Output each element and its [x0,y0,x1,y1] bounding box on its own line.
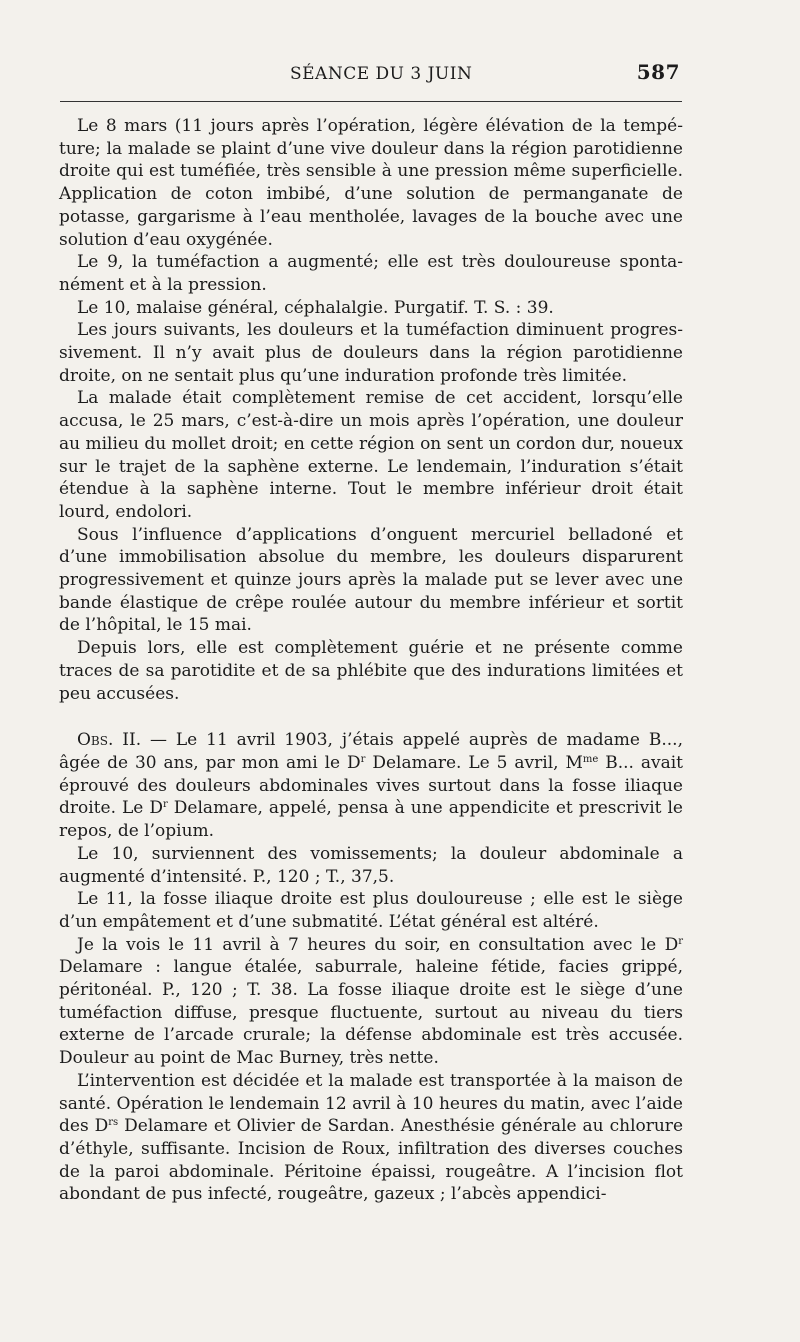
paragraph: Les jours suivants, les douleurs et la tuméfaction diminuent progressivement. Il n’y avait plus de douleurs dans la région parotidienne droite, on ne sentait plus qu’une induration profonde très limitée. [59,320,683,386]
header-rule [60,101,682,102]
text-run: Delamare : langue étalée, saburrale, haleine fétide, facies grippé, péritonéal. P., 120 ; T. 38. La fosse iliaque droite est le siège d’une tuméfaction diffuse, presque fluctuente, surtout au niveau du tiers externe de l’arcade crurale; la défense abdominale est très accusée. Douleur au point de Mac Burney, très nette. [59,957,683,1069]
paragraph: Le 8 mars (11 jours après l’opération, légère élévation de la tempéture; la malade se plaint d’une vive douleur dans la région parotidienne droite qui est tuméfiée, très sensible à une pression même superficielle. Application de coton imbibé, d’une solution de permanganate de potasse, gargarisme à l’eau mentholée, lavages de la bouche avec une solution d’eau oxygénée. [59,116,683,250]
paragraph: Le 10, surviennent des vomissements; la douleur abdominale a augmenté d’intensité. P., 120 ; T., 37,5. [59,843,683,887]
section-gap [59,705,683,729]
paragraph: Le 10, malaise général, céphalalgie. Purgatif. T. S. : 39. [77,297,554,318]
running-title: SÉANCE DU 3 JUIN [290,64,473,84]
superscript: r [360,753,366,765]
superscript: me [582,753,599,765]
text-run: Delamare et Olivier de Sardan. Anesthésie générale au chlorure d’éthyle, suffisante. Incision de Roux, infiltration des diverses couches de la paroi abdominale. Péritoine épaissi, rougeâtre. A l’incision flot abondant de pus infecté, rougeâtre, gazeux ; l’abcès appendici- [59,1116,683,1205]
text-run: Je la vois le 11 avril à 7 heures du soir, en consultation avec le D [77,934,679,955]
paragraph [59,934,683,1070]
paragraph: Le 9, la tuméfaction a augmenté; elle est très douloureuse spontanément et à la pression. [59,252,683,295]
paragraph: Depuis lors, elle est complètement guérie et ne présente comme traces de sa parotidite et de sa phlébite que des indurations limitées et peu accusées. [59,638,683,704]
superscript: r [678,935,683,947]
observation-paragraph [59,729,683,843]
observation-label: Obs. II. [77,730,142,751]
main-text [59,115,683,1206]
superscript: rs [108,1117,119,1129]
text-run: — Le 11 avril 1903, j’étais appelé auprès de madame B..., âgée de 30 ans, par mon ami le D [59,730,683,773]
text-run: L’intervention est décidée et la malade est transportée à la maison de santé. Opération le lendemain 12 avril à 10 heures du matin, avec l’aide des D [59,1070,683,1137]
paragraph: Sous l’influence d’applications d’onguent mercuriel belladoné et d’une immobilisation absolue du membre, les douleurs disparurent progressivement et quinze jours après la malade put se lever avec une bande élastique de crêpe roulée autour du membre inférieur et sortit de l’hôpital, le 15 mai. [59,524,683,636]
paragraph: Le 11, la fosse iliaque droite est plus douloureuse ; elle est le siège d’un empâtement et d’une submatité. L’état général est altéré. [59,889,683,932]
running-header [60,60,680,90]
paragraph [59,1070,683,1206]
text-run: B... avait éprouvé des douleurs abdominales vives surtout dans la fosse iliaque droite. Le D [59,752,683,819]
superscript: r [163,799,168,811]
text-run: Delamare, appelé, pensa à une appendicite et prescrivit le repos, de l’opium. [59,798,683,842]
paragraph: La malade était complètement remise de cet accident, lorsqu’elle accusa, le 25 mars, c’est-à-dire un mois après l’opération, une douleur au milieu du mollet droit; en cette région on sent un cordon dur, noueux sur le trajet de la saphène externe. Le lendemain, l’induration s’était étendue à la saphène interne. Tout le membre inférieur droit était lourd, endolori. [59,388,683,522]
text-run: Delamare. Le 5 avril, M [365,752,583,773]
page-number: 587 [636,60,680,84]
